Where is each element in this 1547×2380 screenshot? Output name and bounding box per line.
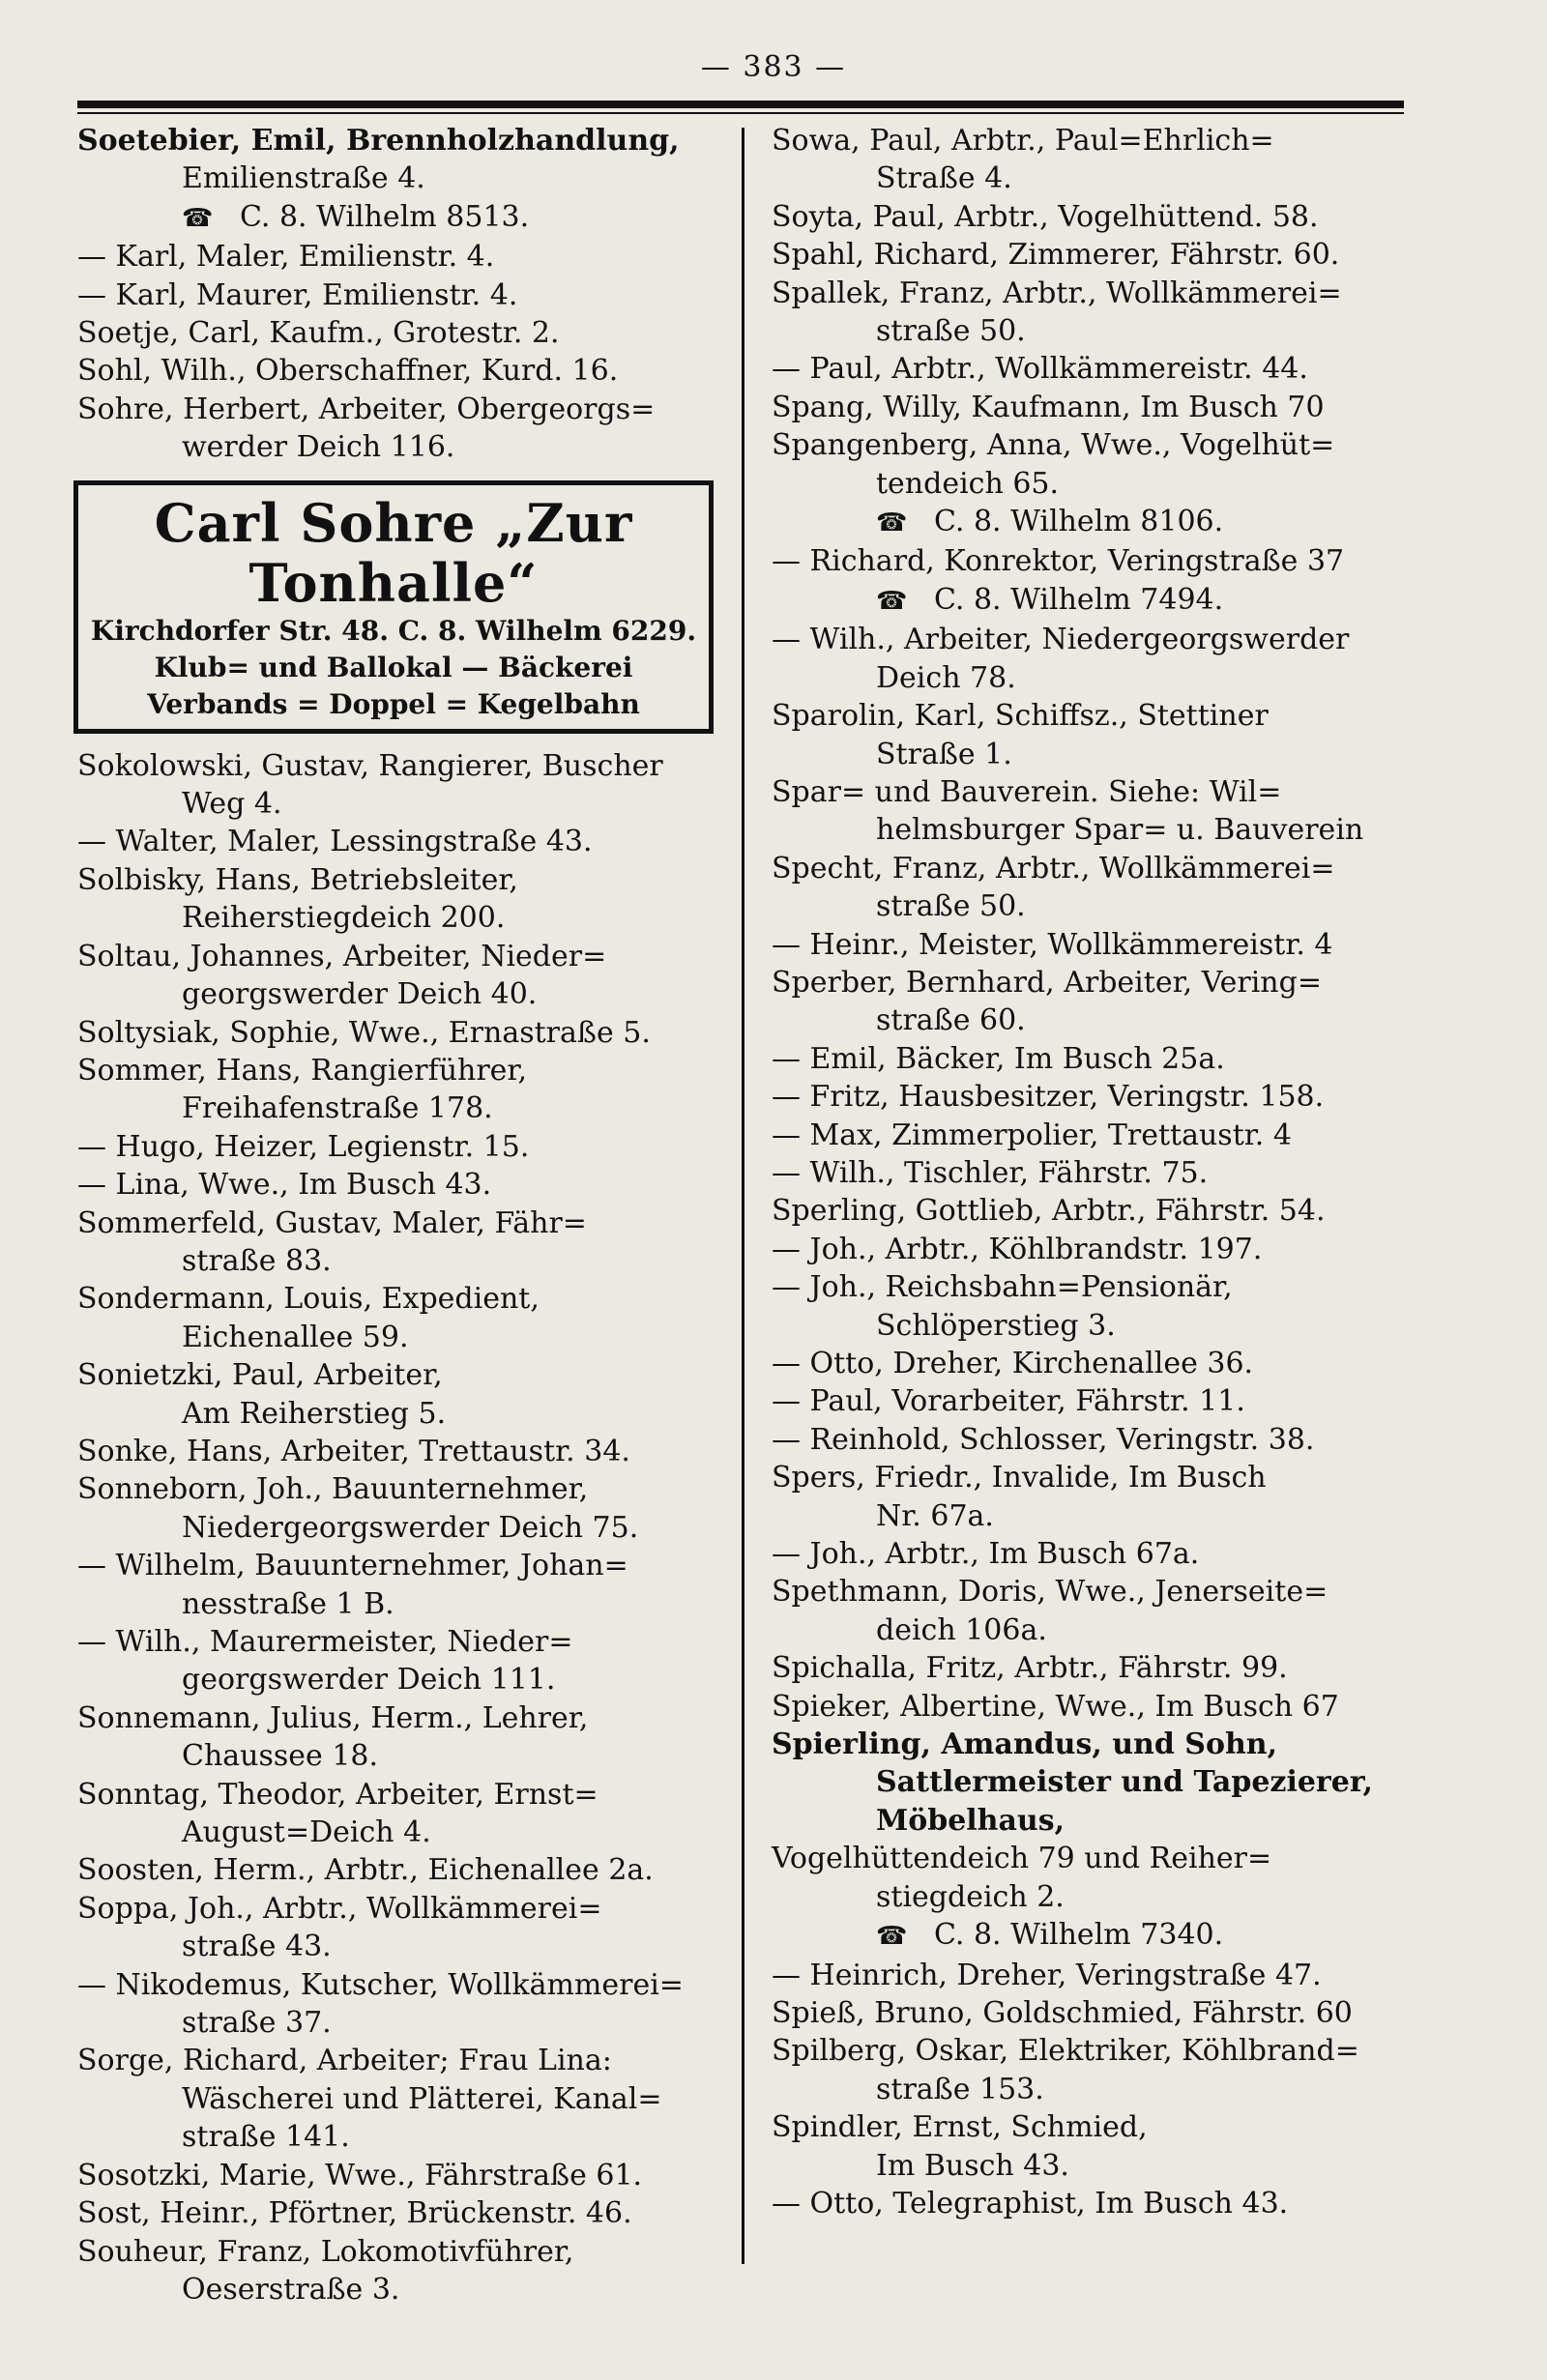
header-rule-thin: [77, 112, 1404, 114]
entry-continuation: Deich 78.: [876, 660, 1016, 695]
entry-line: Soyta, Paul, Arbtr., Vogelhüttend. 58.: [772, 199, 1319, 234]
ad-services: Klub= und Ballokal — Bäckerei: [154, 651, 633, 683]
directory-entry: [772, 1040, 1431, 1078]
directory-entry: [77, 938, 730, 1014]
directory-entry: [77, 1699, 730, 1776]
entry-continuation: Weg 4.: [182, 787, 282, 822]
entry-line: Spahl, Richard, Zimmerer, Fährstr. 60.: [772, 238, 1340, 273]
directory-entry: [77, 1966, 730, 2043]
directory-entry: [772, 426, 1431, 503]
directory-entry: [772, 1649, 1431, 1687]
entry-continuation: stiegdeich 2.: [876, 1879, 1065, 1914]
entry-line: — Karl, Maurer, Emilienstr. 4.: [77, 277, 518, 312]
entry-continuation: deich 106a.: [876, 1612, 1047, 1647]
directory-entry: [772, 350, 1431, 388]
entry-line: Soetebier, Emil, Brennholzhandlung,: [77, 124, 680, 158]
entry-line: — Walter, Maler, Lessingstraße 43.: [77, 825, 593, 859]
entry-line: — Wilh., Maurermeister, Nieder=: [77, 1625, 573, 1659]
entry-continuation: straße 83.: [182, 1243, 332, 1278]
entry-line: — Reinhold, Schlosser, Veringstr. 38.: [772, 1422, 1315, 1457]
directory-entry: [772, 1345, 1431, 1382]
entry-continuation: August=Deich 4.: [182, 1815, 431, 1850]
telephone-icon: ☎: [876, 1922, 908, 1952]
entry-line: Spieß, Bruno, Goldschmied, Fährstr. 60: [772, 1995, 1353, 2030]
entry-line: Spangenberg, Anna, Wwe., Vogelhüt=: [772, 428, 1335, 463]
entry-line: Soltysiak, Sophie, Wwe., Ernastraße 5.: [77, 1015, 651, 1050]
directory-entry: [77, 1890, 730, 1966]
directory-entry: [772, 621, 1431, 697]
directory-entry: [77, 861, 730, 938]
directory-entry: [77, 391, 730, 467]
entry-continuation: werder Deich 116.: [182, 430, 455, 465]
directory-entry: [772, 1117, 1431, 1154]
entry-line: Spallek, Franz, Arbtr., Wollkämmerei=: [772, 276, 1342, 310]
entry-line: Sperber, Bernhard, Arbeiter, Vering=: [772, 965, 1322, 1000]
entry-line: — Heinrich, Dreher, Veringstraße 47.: [772, 1958, 1322, 1992]
entry-line: — Nikodemus, Kutscher, Wollkämmerei=: [77, 1967, 684, 2002]
entry-continuation: straße 37.: [182, 2006, 332, 2041]
entry-line: — Lina, Wwe., Im Busch 43.: [77, 1168, 492, 1203]
entry-continuation: straße 50.: [876, 314, 1026, 349]
entry-line: — Wilhelm, Bauunternehmer, Johan=: [77, 1549, 628, 1583]
entry-line: — Joh., Arbtr., Köhlbrandstr. 197.: [772, 1232, 1263, 1266]
directory-entry: [77, 314, 730, 352]
entry-line: — Otto, Dreher, Kirchenallee 36.: [772, 1347, 1254, 1380]
entry-line: — Joh., Reichsbahn=Pensionär,: [772, 1270, 1233, 1305]
directory-entry: [77, 1470, 730, 1547]
directory-entry: [77, 2042, 730, 2156]
entry-line: Spindler, Ernst, Schmied,: [772, 2110, 1148, 2145]
directory-entry: [772, 1573, 1431, 1649]
directory-entry: [772, 1840, 1431, 1916]
entry-line: Soltau, Johannes, Arbeiter, Nieder=: [77, 939, 607, 973]
ad-title: Carl Sohre „Zur Tonhalle“: [154, 491, 633, 614]
entry-continuation: Wäscherei und Plätterei, Kanal=: [182, 2081, 662, 2116]
entry-continuation: straße 141.: [182, 2120, 350, 2155]
directory-entry: [77, 122, 730, 198]
directory-entry: [77, 2157, 730, 2194]
entry-continuation: Im Busch 43.: [876, 2148, 1069, 2183]
directory-entry: [77, 1280, 730, 1356]
entry-continuation: Straße 4.: [876, 161, 1012, 196]
directory-entry: [772, 697, 1431, 773]
right-entries: [772, 122, 1431, 2222]
entry-continuation: Reiherstiegdeich 200.: [182, 901, 506, 936]
directory-entry: [772, 1421, 1431, 1459]
phone-number: C. 8. Wilhelm 8513.: [240, 199, 530, 234]
entry-line: — Joh., Arbtr., Im Busch 67a.: [772, 1537, 1200, 1572]
entry-line: Sosotzki, Marie, Wwe., Fährstraße 61.: [77, 2158, 643, 2192]
entry-line: — Richard, Konrektor, Veringstraße 37: [772, 544, 1345, 579]
entry-continuation: Sattlermeister und Tapezierer,: [876, 1765, 1373, 1800]
entry-continuation: Niedergeorgswerder Deich 75.: [182, 1510, 639, 1545]
directory-entry: [772, 1154, 1431, 1192]
directory-entry: [77, 198, 730, 238]
phone-number: C. 8. Wilhelm 7494.: [934, 582, 1224, 617]
entry-continuation: georgswerder Deich 111.: [182, 1663, 556, 1698]
header-rule-thick: [77, 101, 1404, 108]
entry-line: Sorge, Richard, Arbeiter; Frau Lina:: [77, 2044, 612, 2078]
entry-line: Spieker, Albertine, Wwe., Im Busch 67: [772, 1689, 1339, 1724]
entry-continuation: Am Reiherstieg 5.: [182, 1396, 447, 1431]
entry-line: — Wilh., Tischler, Fährstr. 75.: [772, 1155, 1209, 1190]
entry-continuation: Eichenallee 59.: [182, 1320, 409, 1354]
entry-continuation: georgswerder Deich 40.: [182, 977, 538, 1012]
directory-entry: [77, 1014, 730, 1052]
entry-line: — Hugo, Heizer, Legienstr. 15.: [77, 1129, 530, 1164]
directory-entry: [77, 1052, 730, 1128]
left-entries-after-ad: [77, 747, 730, 2309]
directory-entry: [772, 581, 1431, 621]
directory-entry: [77, 1205, 730, 1281]
entry-line: Sonke, Hans, Arbeiter, Trettaustr. 34.: [77, 1434, 630, 1468]
entry-line: Spethmann, Doris, Wwe., Jenerseite=: [772, 1575, 1328, 1610]
entry-line: Sperling, Gottlieb, Arbtr., Fährstr. 54.: [772, 1194, 1326, 1229]
directory-entry: [772, 773, 1431, 850]
directory-entry: [772, 1688, 1431, 1726]
directory-entry: [77, 1851, 730, 1889]
entry-line: Spers, Friedr., Invalide, Im Busch: [772, 1461, 1267, 1495]
directory-entry: [772, 542, 1431, 580]
entry-line: Soppa, Joh., Arbtr., Wollkämmerei=: [77, 1891, 602, 1926]
directory-entry: [772, 2108, 1431, 2185]
entry-line: Soetje, Carl, Kaufm., Grotestr. 2.: [77, 316, 560, 351]
phone-number: C. 8. Wilhelm 7340.: [934, 1918, 1224, 1953]
directory-entry: [77, 352, 730, 390]
entry-line: Specht, Franz, Arbtr., Wollkämmerei=: [772, 851, 1335, 885]
entry-line: Solbisky, Hans, Betriebsleiter,: [77, 862, 518, 897]
entry-line: — Fritz, Hausbesitzer, Veringstr. 158.: [772, 1080, 1325, 1115]
entry-line: Spang, Willy, Kaufmann, Im Busch 70: [772, 390, 1325, 424]
directory-entry: [772, 236, 1431, 274]
entry-line: Sokolowski, Gustav, Rangierer, Buscher: [77, 748, 663, 783]
directory-entry: [772, 2032, 1431, 2108]
entry-line: Spichalla, Fritz, Arbtr., Fährstr. 99.: [772, 1651, 1288, 1686]
directory-entry: [77, 1128, 730, 1166]
entry-line: Sowa, Paul, Arbtr., Paul=Ehrlich=: [772, 124, 1274, 158]
directory-entry: [772, 389, 1431, 426]
directory-entry: [772, 1382, 1431, 1420]
entry-line: Vogelhüttendeich 79 und Reiher=: [772, 1842, 1272, 1876]
directory-entry: [77, 1623, 730, 1699]
left-entries-before-ad: [77, 122, 730, 467]
right-column: [772, 122, 1431, 2222]
entry-line: Sparolin, Karl, Schiffsz., Stettiner: [772, 699, 1269, 734]
entry-line: Sondermann, Louis, Expedient,: [77, 1282, 540, 1317]
directory-entry: [772, 198, 1431, 236]
directory-entry: [772, 122, 1431, 198]
directory-entry: [772, 964, 1431, 1040]
entry-continuation: Freihafenstraße 178.: [182, 1091, 493, 1126]
entry-line: — Emil, Bäcker, Im Busch 25a.: [772, 1041, 1225, 1076]
directory-entry: [772, 1231, 1431, 1268]
entry-line: Soosten, Herm., Arbtr., Eichenallee 2a.: [77, 1853, 654, 1888]
directory-entry: [77, 238, 730, 276]
entry-continuation: straße 43.: [182, 1930, 332, 1964]
entry-line: — Wilh., Arbeiter, Niedergeorgswerder: [772, 623, 1350, 657]
telephone-icon: ☎: [876, 508, 908, 538]
entry-line: Sonnemann, Julius, Herm., Lehrer,: [77, 1700, 589, 1735]
entry-continuation: Nr. 67a.: [876, 1498, 994, 1533]
advertisement-box: [73, 480, 714, 734]
entry-continuation: Chaussee 18.: [182, 1739, 379, 1774]
directory-entry: [772, 1078, 1431, 1116]
entry-continuation: Möbelhaus,: [876, 1803, 1065, 1838]
entry-continuation: Schlöperstieg 3.: [876, 1308, 1116, 1343]
ad-bowling: Verbands = Doppel = Kegelbahn: [147, 687, 640, 720]
directory-entry: [77, 747, 730, 824]
directory-entry: [772, 275, 1431, 351]
entry-continuation: Oeserstraße 3.: [182, 2272, 400, 2307]
entry-line: Spar= und Bauverein. Siehe: Wil=: [772, 774, 1282, 809]
entry-continuation: helmsburger Spar= u. Bauverein: [876, 813, 1364, 848]
ad-address-phone: Kirchdorfer Str. 48. C. 8. Wilhelm 6229.: [90, 614, 697, 647]
directory-entry: [772, 1957, 1431, 1994]
directory-entry: [77, 2233, 730, 2309]
entry-line: Sohl, Wilh., Oberschaffner, Kurd. 16.: [77, 354, 619, 389]
entry-line: Spilberg, Oskar, Elektriker, Köhlbrand=: [772, 2034, 1359, 2069]
directory-entry: [77, 1776, 730, 1852]
entry-line: — Heinr., Meister, Wollkämmereistr. 4: [772, 927, 1333, 962]
directory-entry: [772, 2185, 1431, 2222]
entry-continuation: tendeich 65.: [876, 466, 1060, 501]
directory-entry: [77, 1356, 730, 1433]
telephone-icon: ☎: [876, 586, 908, 616]
directory-entry: [772, 1268, 1431, 1345]
entry-line: — Paul, Vorarbeiter, Fährstr. 11.: [772, 1384, 1245, 1419]
entry-line: — Max, Zimmerpolier, Trettaustr. 4: [772, 1117, 1292, 1152]
directory-entry: [77, 1547, 730, 1623]
left-column: [77, 122, 730, 2308]
entry-line: Sohre, Herbert, Arbeiter, Obergeorgs=: [77, 392, 656, 426]
entry-continuation: straße 153.: [876, 2072, 1044, 2106]
entry-line: Spierling, Amandus, und Sohn,: [772, 1727, 1278, 1762]
directory-entry: [772, 1916, 1431, 1956]
entry-line: — Paul, Arbtr., Wollkämmereistr. 44.: [772, 352, 1308, 387]
entry-line: Sonneborn, Joh., Bauunternehmer,: [77, 1472, 589, 1507]
telephone-icon: ☎: [182, 203, 214, 233]
entry-continuation: Emilienstraße 4.: [182, 161, 425, 196]
entry-line: Sonntag, Theodor, Arbeiter, Ernst=: [77, 1777, 598, 1812]
entry-line: — Otto, Telegraphist, Im Busch 43.: [772, 2186, 1289, 2220]
entry-continuation: nesstraße 1 B.: [182, 1586, 394, 1621]
directory-entry: [772, 926, 1431, 964]
entry-continuation: straße 60.: [876, 1003, 1026, 1038]
directory-entry: [77, 1433, 730, 1470]
directory-entry: [772, 1994, 1431, 2032]
entry-continuation: Straße 1.: [876, 737, 1012, 771]
entry-line: Sommer, Hans, Rangierführer,: [77, 1053, 528, 1088]
directory-entry: [772, 503, 1431, 542]
directory-entry: [772, 1726, 1431, 1840]
directory-entry: [772, 1459, 1431, 1535]
directory-entry: [772, 850, 1431, 926]
directory-entry: [77, 1166, 730, 1204]
entry-line: Sost, Heinr., Pförtner, Brückenstr. 46.: [77, 2196, 632, 2231]
column-divider: [742, 128, 744, 2264]
page-number: — 383 —: [700, 50, 847, 84]
directory-entry: [77, 2194, 730, 2232]
directory-entry: [77, 823, 730, 860]
directory-entry: [77, 276, 730, 314]
entry-continuation: straße 50.: [876, 889, 1026, 924]
entry-line: Sonietzki, Paul, Arbeiter,: [77, 1358, 443, 1393]
phone-number: C. 8. Wilhelm 8106.: [934, 505, 1224, 539]
entry-line: Sommerfeld, Gustav, Maler, Fähr=: [77, 1205, 587, 1240]
entry-line: — Karl, Maler, Emilienstr. 4.: [77, 240, 495, 275]
entry-line: Souheur, Franz, Lokomotivführer,: [77, 2234, 574, 2269]
directory-entry: [772, 1535, 1431, 1573]
directory-entry: [772, 1192, 1431, 1230]
